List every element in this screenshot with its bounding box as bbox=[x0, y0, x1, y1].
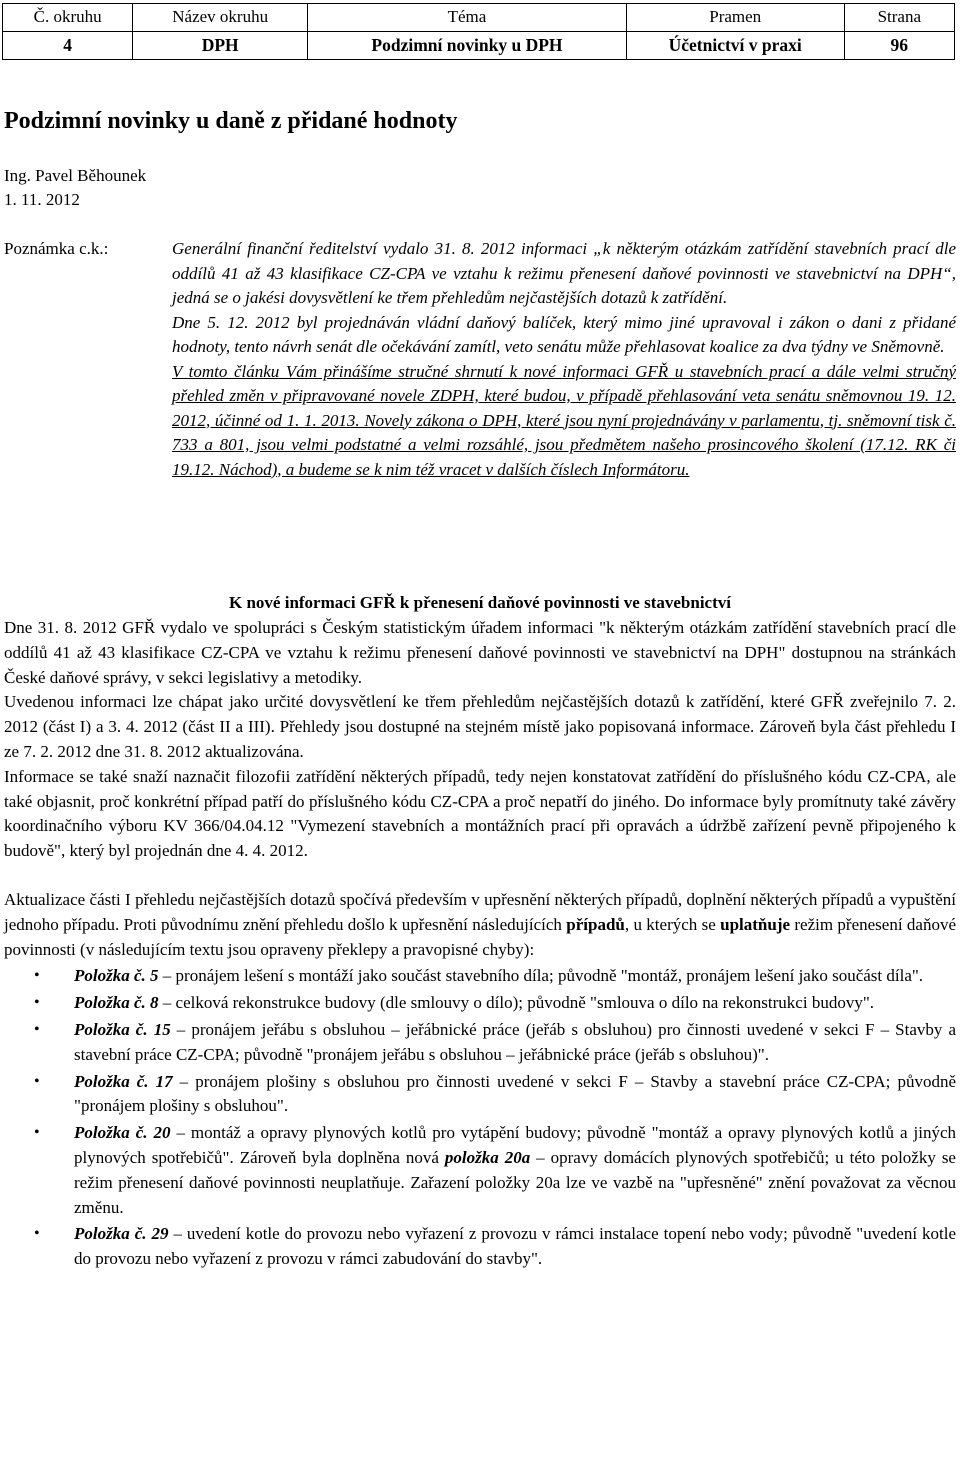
header-value-row bbox=[3, 32, 955, 60]
item-text: – pronájem plošiny s obsluhou pro činnosti uvedené v sekci F – Stavby a stavební práce CZ-CPA; původně "pronájem plošiny s obsluhou". bbox=[74, 1071, 956, 1116]
bullet-icon: • bbox=[34, 1124, 40, 1142]
list-item bbox=[4, 1018, 956, 1068]
editor-note bbox=[172, 237, 956, 482]
body-paragraph: Uvedenou informaci lze chápat jako určité dovysvětlení ke třem přehledům nejčastějších dotazů k zatřídění, které GFŘ zveřejnilo 7. 2. 2012 (část I) a 3. 4. 2012 (část II a III). Přehledy jsou dostupné na stejném místě jako popisovaná informace. Zároveň byla část přehledu I ze 7. 2. 2012 dne 31. 8. 2012 aktualizována. bbox=[4, 692, 956, 761]
item-text: – pronájem jeřábu s obsluhou – jeřábnické práce (jeřáb s obsluhou) pro činnosti uvedené v sekci F – Stavby a stavební práce CZ-CPA; původně "pronájem jeřábu s obsluhou – jeřábnické práce (jeřáb s obsluhou)". bbox=[74, 1019, 956, 1064]
note-paragraph: Dne 5. 12. 2012 byl projednáván vládní daňový balíček, který mimo jiné upravoval i zákon o dani z přidané hodnoty, tento návrh senát dle očekávání zamítl, veto senátu může přehlasovat koalice za dva týdny ve Sněmovně. bbox=[172, 312, 956, 356]
article-title: Podzimní novinky u daně z přidané hodnoty bbox=[4, 108, 458, 134]
list-item bbox=[4, 1222, 956, 1272]
item-number: 8 bbox=[150, 993, 159, 1013]
item-number: 17 bbox=[155, 1071, 173, 1091]
header-value-page: 96 bbox=[844, 32, 954, 60]
header-value-source: Účetnictví v praxi bbox=[626, 32, 844, 60]
item-list bbox=[4, 964, 956, 1272]
header-label-okruh-number: Č. okruhu bbox=[3, 4, 133, 32]
section-heading: K nové informaci GFŘ k přenesení daňové povinnosti ve stavebnictví bbox=[229, 593, 731, 612]
list-item bbox=[4, 991, 956, 1016]
header-label-topic: Téma bbox=[308, 4, 627, 32]
bullet-icon: • bbox=[34, 1072, 40, 1090]
item-text-bold: položka 20a bbox=[444, 1147, 531, 1167]
item-label: Položka č. bbox=[74, 1019, 148, 1039]
body-paragraph: Dne 31. 8. 2012 GFŘ vydalo ve spolupráci s Českým statistickým úřadem informaci "k některým otázkám zatřídění stavebních prací dle oddílů 41 až 43 klasifikace CZ-CPA ve vztahu k režimu přenesení daňové povinnosti ve stavebnictví na DPH" dostupnou na stránkách České daňové správy, v sekci legislativy a metodiky. bbox=[4, 618, 956, 687]
item-label: Položka č. bbox=[74, 966, 146, 986]
header-label-row bbox=[3, 4, 955, 32]
bullet-icon: • bbox=[34, 994, 40, 1012]
list-item bbox=[4, 1121, 956, 1220]
item-text: – uvedení kotle do provozu nebo vyřazení z provozu v rámci instalace topení nebo vody; původně "uvedení kotle do provozu nebo vyřazení z provozu v rámci zabudování do stavby". bbox=[74, 1224, 957, 1269]
note-paragraph: Generální finanční ředitelství vydalo 31. 8. 2012 informaci „k některým otázkám zatřídění stavebních prací dle oddílů 41 až 43 klasifikace CZ-CPA ve vztahu k režimu přenesení daňové povinnosti ve stavebnictví na DPH“, jedná se o jakési dovysvětlení ke třem přehledům nejčastějších dotazů k zatřídění. bbox=[172, 239, 956, 307]
item-label: Položka č. bbox=[74, 1224, 147, 1244]
item-label: Položka č. bbox=[74, 1071, 149, 1091]
article-author: Ing. Pavel Běhounek bbox=[4, 166, 147, 185]
item-text: – opravy domácích plynových spotřebičů; u této položky se režim přenesení daňové povinnosti neuplatňuje. Zařazení položky 20a lze ve vazbě na "upřesněné" znění považovat za věcnou změnu. bbox=[74, 1147, 956, 1217]
bullet-icon: • bbox=[34, 1225, 40, 1243]
text-run: Aktualizace části I přehledu nejčastějších dotazů spočívá především v upřesnění některých případů, doplnění některých případů a vypuštění jednoho případu. Proti původnímu znění přehledu došlo k upřesnění následujících bbox=[4, 889, 956, 934]
header-value-topic: Podzimní novinky u DPH bbox=[308, 32, 627, 60]
text-run: , u kterých se bbox=[624, 914, 721, 934]
body-paragraph bbox=[4, 888, 956, 962]
note-paragraph-underlined: V tomto článku Vám přinášíme stručné shrnutí k nové informaci GFŘ u stavebních prací a dále velmi stručný přehled změn v připravované novele ZDPH, které budou, v případě přehlasování veta senátu sněmovnou 19. 12. 2012, účinné od 1. 1. 2013. Novely zákona o DPH, které jsou nyní projednávány v parlamentu, tj. sněmovní tisk č. 733 a 801, jsou velmi podstatné a velmi rozsáhlé, jsou předmětem našeho prosincového školení (17.12. RK či 19.12. Náchod), a budeme se k nim též vracet v dalších číslech Informátoru. bbox=[172, 361, 956, 479]
list-item bbox=[4, 1070, 956, 1120]
item-number: 5 bbox=[150, 966, 159, 986]
item-number: 15 bbox=[153, 1019, 171, 1039]
item-text: – pronájem lešení s montáží jako součást stavebního díla; původně "montáž, pronájem lešení jako součást díla". bbox=[158, 966, 924, 986]
item-number: 29 bbox=[151, 1224, 169, 1244]
item-text: – montáž a opravy plynových kotlů pro vytápění budovy; původně "montáž a opravy plynových kotlů a jiných plynových spotřebičů". Zároveň byla doplněna nová bbox=[74, 1123, 957, 1167]
article-date: 1. 11. 2012 bbox=[4, 190, 80, 209]
header-label-source: Pramen bbox=[626, 4, 844, 32]
item-number: 20 bbox=[153, 1123, 171, 1143]
header-label-page: Strana bbox=[844, 4, 954, 32]
header-table bbox=[2, 3, 955, 60]
header-value-okruh-number: 4 bbox=[3, 32, 133, 60]
text-run: režim přenesení daňové povinnosti (v následujícím textu jsou opraveny překlepy a pravopisné chyby): bbox=[4, 914, 956, 959]
text-run-bold: uplatňuje bbox=[720, 914, 791, 934]
text-run-bold: případů bbox=[566, 914, 625, 934]
bullet-icon: • bbox=[34, 967, 40, 985]
bullet-icon: • bbox=[34, 1020, 40, 1038]
header-value-okruh-name: DPH bbox=[133, 32, 308, 60]
note-label: Poznámka c.k.: bbox=[4, 239, 109, 258]
header-label-okruh-name: Název okruhu bbox=[133, 4, 308, 32]
item-label: Položka č. bbox=[74, 993, 146, 1013]
body-paragraph: Informace se také snaží naznačit filozofii zatřídění některých případů, tedy nejen konstatovat zatřídění do příslušného kódu CZ-CPA, ale také objasnit, proč konkrétní případ patří do příslušného kódu CZ-CPA a proč nepatří do jiného. Do informace byly promítnuty také závěry koordinačního výboru KV 366/04.04.12 "Vymezení stavebních a montážních prací při opravách a údržbě zařízení pevně připojeného k budově", který byl projednán dne 4. 4. 2012. bbox=[4, 766, 956, 861]
item-text: – celková rekonstrukce budovy (dle smlouvy o dílo); původně "smlouva o dílo na rekonstrukci budovy". bbox=[158, 993, 875, 1013]
main-text bbox=[4, 616, 956, 1272]
item-label: Položka č. bbox=[74, 1123, 148, 1143]
list-item bbox=[4, 964, 956, 989]
